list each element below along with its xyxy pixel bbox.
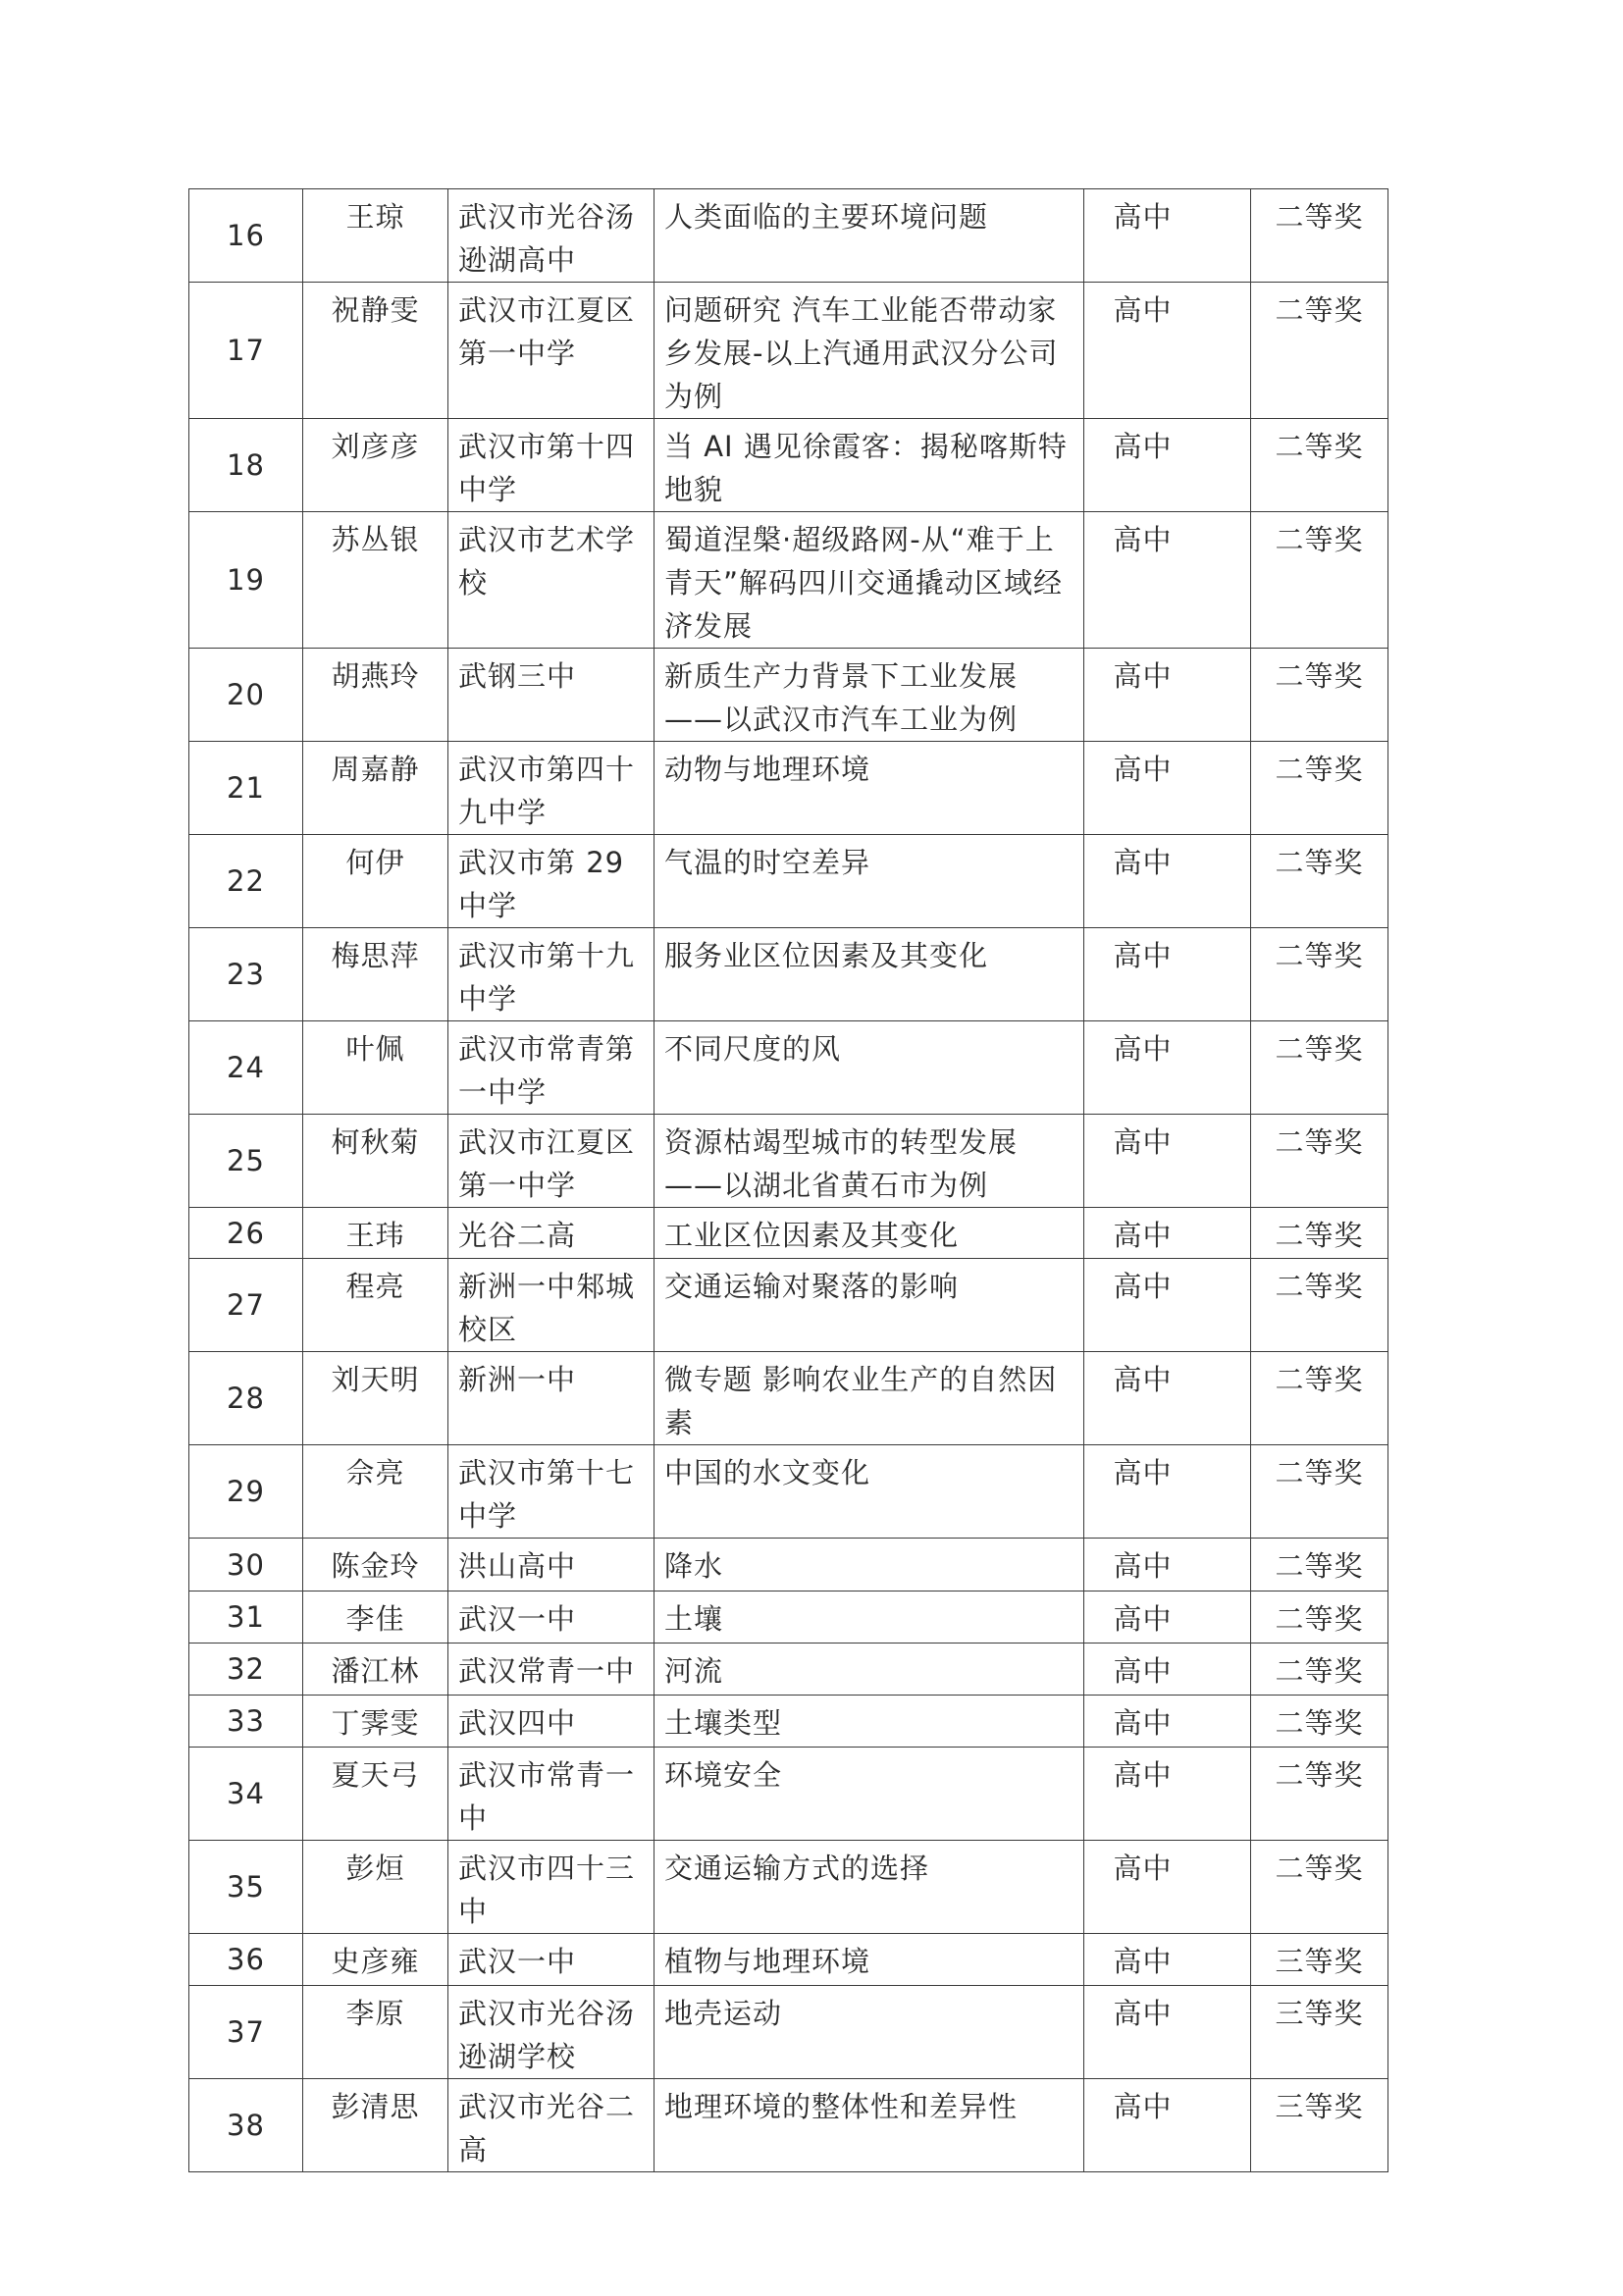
school-name: 武汉一中 [448,1592,654,1644]
school-level: 高中 [1084,1644,1251,1696]
award-grade: 二等奖 [1251,283,1388,419]
school-name: 武汉市光谷汤逊湖高中 [448,189,654,283]
lesson-topic: 资源枯竭型城市的转型发展——以湖北省黄石市为例 [654,1115,1084,1208]
row-number: 34 [189,1748,303,1841]
teacher-name: 李原 [303,1986,448,2079]
school-level: 高中 [1084,1934,1251,1986]
school-level: 高中 [1084,1352,1251,1445]
row-number: 33 [189,1696,303,1748]
row-number: 30 [189,1539,303,1592]
school-level: 高中 [1084,1986,1251,2079]
lesson-topic: 河流 [654,1644,1084,1696]
school-level: 高中 [1084,1115,1251,1208]
table-row [189,1934,1388,1986]
award-grade: 三等奖 [1251,2079,1388,2172]
lesson-topic: 问题研究 汽车工业能否带动家乡发展-以上汽通用武汉分公司为例 [654,283,1084,419]
table-row [189,1841,1388,1934]
school-level: 高中 [1084,1259,1251,1352]
lesson-topic: 动物与地理环境 [654,742,1084,835]
row-number: 21 [189,742,303,835]
row-number: 26 [189,1208,303,1259]
table-row [189,1986,1388,2079]
row-number: 24 [189,1021,303,1115]
teacher-name: 丁霁雯 [303,1696,448,1748]
lesson-topic: 新质生产力背景下工业发展——以武汉市汽车工业为例 [654,649,1084,742]
teacher-name: 李佳 [303,1592,448,1644]
school-name: 武汉市第十九中学 [448,928,654,1021]
row-number: 29 [189,1445,303,1539]
teacher-name: 何伊 [303,835,448,928]
lesson-topic: 交通运输方式的选择 [654,1841,1084,1934]
school-name: 武汉一中 [448,1934,654,1986]
lesson-topic: 降水 [654,1539,1084,1592]
award-grade: 二等奖 [1251,1208,1388,1259]
school-level: 高中 [1084,742,1251,835]
school-level: 高中 [1084,1696,1251,1748]
row-number: 25 [189,1115,303,1208]
teacher-name: 柯秋菊 [303,1115,448,1208]
award-grade: 二等奖 [1251,649,1388,742]
table-row [189,1592,1388,1644]
table-row [189,649,1388,742]
school-name: 武汉市江夏区第一中学 [448,1115,654,1208]
row-number: 35 [189,1841,303,1934]
school-name: 武汉市常青第一中学 [448,1021,654,1115]
table-row [189,1539,1388,1592]
award-grade: 二等奖 [1251,1841,1388,1934]
school-name: 武汉市第 29 中学 [448,835,654,928]
lesson-topic: 土壤类型 [654,1696,1084,1748]
table-row [189,1352,1388,1445]
school-name: 武汉市第十七中学 [448,1445,654,1539]
school-level: 高中 [1084,1539,1251,1592]
teacher-name: 程亮 [303,1259,448,1352]
lesson-topic: 土壤 [654,1592,1084,1644]
lesson-topic: 蜀道涅槃·超级路网-从“难于上青天”解码四川交通撬动区域经济发展 [654,512,1084,649]
teacher-name: 彭烜 [303,1841,448,1934]
award-grade: 二等奖 [1251,1259,1388,1352]
school-level: 高中 [1084,928,1251,1021]
award-grade: 二等奖 [1251,1021,1388,1115]
school-name: 武汉市第十四中学 [448,419,654,512]
lesson-topic: 当 AI 遇见徐霞客：揭秘喀斯特地貌 [654,419,1084,512]
table-row [189,419,1388,512]
school-name: 武汉市光谷汤逊湖学校 [448,1986,654,2079]
award-grade: 二等奖 [1251,512,1388,649]
teacher-name: 彭清思 [303,2079,448,2172]
teacher-name: 佘亮 [303,1445,448,1539]
table-row [189,835,1388,928]
lesson-topic: 地理环境的整体性和差异性 [654,2079,1084,2172]
school-level: 高中 [1084,1445,1251,1539]
table-row [189,1644,1388,1696]
lesson-topic: 不同尺度的风 [654,1021,1084,1115]
row-number: 31 [189,1592,303,1644]
lesson-topic: 气温的时空差异 [654,835,1084,928]
row-number: 38 [189,2079,303,2172]
table-row [189,742,1388,835]
school-name: 武汉市艺术学校 [448,512,654,649]
school-level: 高中 [1084,1748,1251,1841]
row-number: 23 [189,928,303,1021]
award-grade: 二等奖 [1251,742,1388,835]
school-name: 武汉市光谷二高 [448,2079,654,2172]
school-level: 高中 [1084,512,1251,649]
lesson-topic: 地壳运动 [654,1986,1084,2079]
award-grade: 二等奖 [1251,1115,1388,1208]
table-row [189,1445,1388,1539]
school-name: 武汉市四十三中 [448,1841,654,1934]
school-name: 武汉四中 [448,1696,654,1748]
award-grade: 二等奖 [1251,1644,1388,1696]
lesson-topic: 微专题 影响农业生产的自然因素 [654,1352,1084,1445]
award-grade: 二等奖 [1251,1352,1388,1445]
award-grade: 二等奖 [1251,1696,1388,1748]
table-row [189,1021,1388,1115]
school-level: 高中 [1084,835,1251,928]
teacher-name: 祝静雯 [303,283,448,419]
teacher-name: 王玮 [303,1208,448,1259]
school-name: 武汉市江夏区第一中学 [448,283,654,419]
lesson-topic: 交通运输对聚落的影响 [654,1259,1084,1352]
school-level: 高中 [1084,2079,1251,2172]
award-grade: 三等奖 [1251,1934,1388,1986]
row-number: 32 [189,1644,303,1696]
award-grade: 二等奖 [1251,835,1388,928]
lesson-topic: 工业区位因素及其变化 [654,1208,1084,1259]
teacher-name: 胡燕玲 [303,649,448,742]
school-name: 光谷二高 [448,1208,654,1259]
award-grade: 三等奖 [1251,1986,1388,2079]
table-row [189,283,1388,419]
table-row [189,1748,1388,1841]
lesson-topic: 中国的水文变化 [654,1445,1084,1539]
row-number: 36 [189,1934,303,1986]
school-level: 高中 [1084,1208,1251,1259]
teacher-name: 史彦雍 [303,1934,448,1986]
row-number: 19 [189,512,303,649]
teacher-name: 周嘉静 [303,742,448,835]
school-level: 高中 [1084,419,1251,512]
school-level: 高中 [1084,1841,1251,1934]
table-row [189,1208,1388,1259]
row-number: 18 [189,419,303,512]
school-level: 高中 [1084,283,1251,419]
row-number: 20 [189,649,303,742]
school-name: 洪山高中 [448,1539,654,1592]
row-number: 17 [189,283,303,419]
award-grade: 二等奖 [1251,1748,1388,1841]
school-level: 高中 [1084,189,1251,283]
school-name: 新洲一中 [448,1352,654,1445]
school-name: 新洲一中邾城校区 [448,1259,654,1352]
teacher-name: 苏丛银 [303,512,448,649]
table-row [189,1259,1388,1352]
award-grade: 二等奖 [1251,1539,1388,1592]
teacher-name: 潘江林 [303,1644,448,1696]
row-number: 28 [189,1352,303,1445]
award-grade: 二等奖 [1251,928,1388,1021]
award-grade: 二等奖 [1251,419,1388,512]
teacher-name: 王琼 [303,189,448,283]
award-table [188,188,1388,2172]
award-grade: 二等奖 [1251,189,1388,283]
award-grade: 二等奖 [1251,1592,1388,1644]
teacher-name: 夏天弓 [303,1748,448,1841]
school-level: 高中 [1084,1592,1251,1644]
row-number: 16 [189,189,303,283]
lesson-topic: 服务业区位因素及其变化 [654,928,1084,1021]
teacher-name: 陈金玲 [303,1539,448,1592]
teacher-name: 叶佩 [303,1021,448,1115]
table-row [189,189,1388,283]
lesson-topic: 植物与地理环境 [654,1934,1084,1986]
row-number: 27 [189,1259,303,1352]
row-number: 22 [189,835,303,928]
table-row [189,1115,1388,1208]
school-level: 高中 [1084,1021,1251,1115]
school-name: 武汉市常青一中 [448,1748,654,1841]
lesson-topic: 环境安全 [654,1748,1084,1841]
teacher-name: 刘天明 [303,1352,448,1445]
school-name: 武汉市第四十九中学 [448,742,654,835]
table-row [189,512,1388,649]
row-number: 37 [189,1986,303,2079]
award-grade: 二等奖 [1251,1445,1388,1539]
school-name: 武钢三中 [448,649,654,742]
teacher-name: 刘彦彦 [303,419,448,512]
table-row [189,1696,1388,1748]
lesson-topic: 人类面临的主要环境问题 [654,189,1084,283]
table-row [189,2079,1388,2172]
table-row [189,928,1388,1021]
school-level: 高中 [1084,649,1251,742]
school-name: 武汉常青一中 [448,1644,654,1696]
teacher-name: 梅思萍 [303,928,448,1021]
